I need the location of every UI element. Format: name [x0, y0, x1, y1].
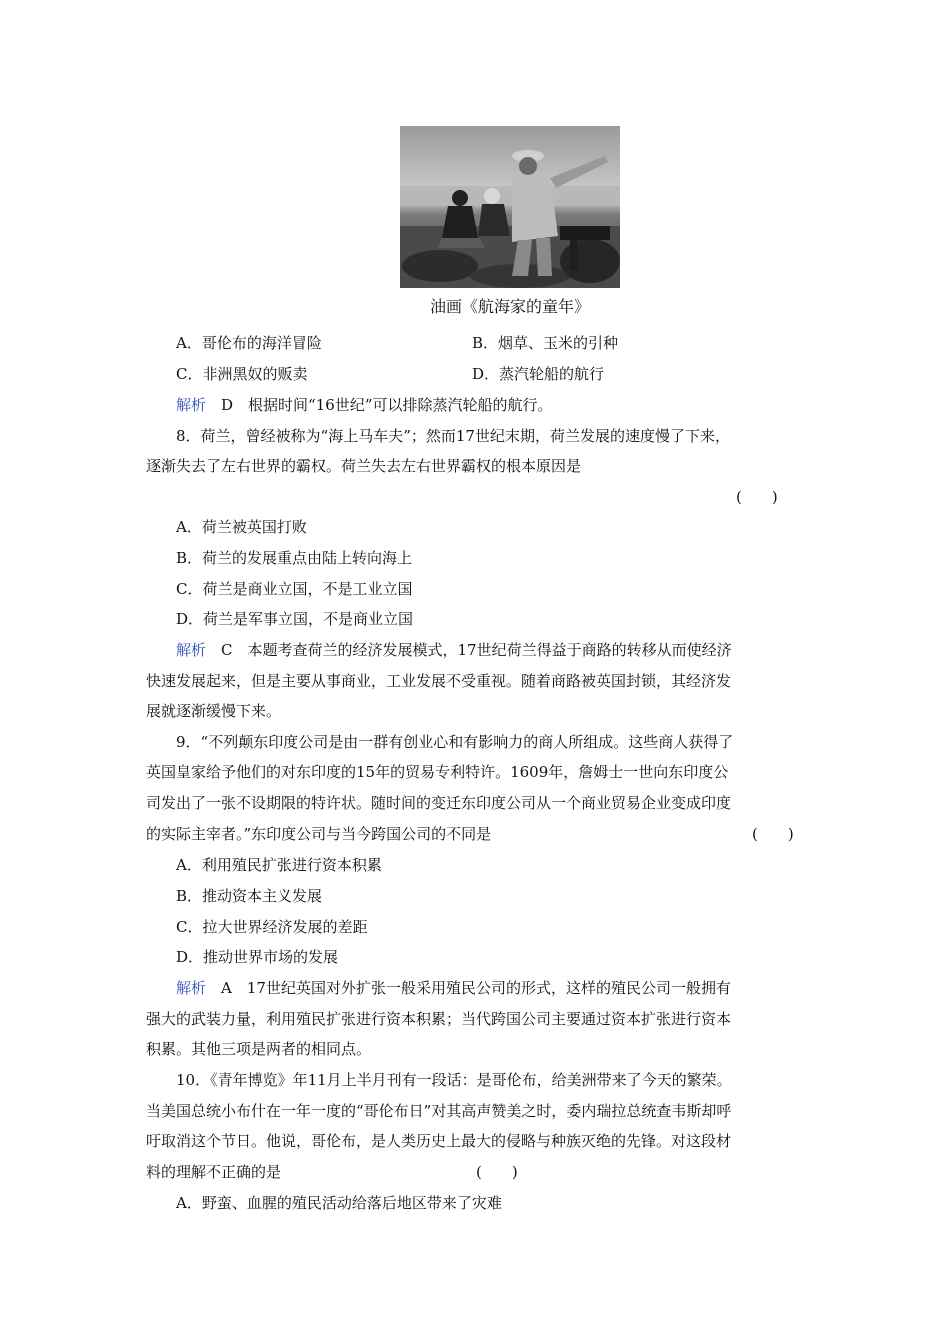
- analysis-label: 解析: [176, 641, 207, 659]
- analysis-text: A 17世纪英国对外扩张一般采用殖民公司的形式，这样的殖民公司一般拥有: [221, 979, 731, 997]
- q8-option-b: B．荷兰的发展重点由陆上转向海上: [176, 549, 413, 567]
- q9-analysis-line-3: 积累。其他三项是两者的相同点。: [146, 1040, 372, 1058]
- analysis-text: D 根据时间“16世纪”可以排除蒸汽轮船的航行。: [221, 396, 553, 414]
- q8-option-d: D．荷兰是军事立国，不是商业立国: [176, 610, 414, 628]
- q10-option-a: A．野蛮、血腥的殖民活动给落后地区带来了灾难: [176, 1194, 502, 1212]
- q9-stem-line-1: 9．“不列颠东印度公司是由一群有创业心和有影响力的商人所组成。这些商人获得了: [176, 733, 734, 751]
- q7-option-c: C．非洲黑奴的贩卖: [176, 365, 308, 383]
- q9-analysis-line-2: 强大的武装力量，利用殖民扩张进行资本积累；当代跨国公司主要通过资本扩张进行资本: [146, 1010, 732, 1028]
- q8-analysis-line-2: 快速发展起来，但是主要从事商业，工业发展不受重视。随着商路被英国封锁，其经济发: [146, 672, 732, 690]
- q10-stem-line-2: 当美国总统小布什在一年一度的“哥伦布日”对其高声赞美之时，委内瑞拉总统查韦斯却呼: [146, 1102, 732, 1120]
- boyhood-of-raleigh-painting: [400, 126, 620, 288]
- q10-answer-bracket: ( ): [476, 1163, 518, 1181]
- q9-option-c: C．拉大世界经济发展的差距: [176, 918, 368, 936]
- q8-answer-bracket: ( ): [736, 488, 778, 506]
- q8-option-a: A．荷兰被英国打败: [176, 518, 307, 536]
- q10-stem-line-1: 10．《青年博览》年11月上半月刊有一段话：是哥伦布，给美洲带来了今天的繁荣。: [176, 1071, 732, 1089]
- analysis-text: C 本题考查荷兰的经济发展模式，17世纪荷兰得益于商路的转移从而使经济: [221, 641, 732, 659]
- q10-stem-line-3: 吁取消这个节日。他说，哥伦布，是人类历史上最大的侵略与种族灭绝的先锋。对这段材: [146, 1132, 732, 1150]
- q9-analysis-line-1: [176, 978, 731, 998]
- q8-stem-line-2: 逐渐失去了左右世界的霸权。荷兰失去左右世界霸权的根本原因是: [146, 457, 582, 475]
- q9-stem-line-3: 司发出了一张不设期限的特许状。随时间的变迁东印度公司从一个商业贸易企业变成印度: [146, 794, 732, 812]
- q9-option-b: B．推动资本主义发展: [176, 887, 323, 905]
- q7-analysis: [176, 395, 552, 415]
- q7-option-a: A．哥伦布的海洋冒险: [176, 334, 322, 352]
- q10-stem-line-4: 料的理解不正确的是: [146, 1163, 282, 1181]
- analysis-label: 解析: [176, 396, 207, 414]
- q7-option-b: B．烟草、玉米的引种: [472, 334, 619, 352]
- q9-answer-bracket: ( ): [752, 825, 794, 843]
- q8-analysis-line-1: [176, 640, 732, 660]
- figure-caption: 油画《航海家的童年》: [429, 297, 590, 316]
- q9-option-d: D．推动世界市场的发展: [176, 948, 339, 966]
- q8-stem-line-1: 8．荷兰，曾经被称为“海上马车夫”；然而17世纪末期，荷兰发展的速度慢了下来，: [176, 427, 730, 445]
- q9-option-a: A．利用殖民扩张进行资本积累: [176, 856, 382, 874]
- q9-stem-line-2: 英国皇家给予他们的对东印度的15年的贸易专利特许。1609年，詹姆士一世向东印度公: [146, 763, 729, 781]
- q8-option-c: C．荷兰是商业立国，不是工业立国: [176, 580, 413, 598]
- q8-analysis-line-3: 展就逐渐缓慢下来。: [146, 702, 282, 720]
- q9-stem-line-4: 的实际主宰者。”东印度公司与当今跨国公司的不同是: [146, 825, 492, 843]
- q7-option-d: D．蒸汽轮船的航行: [472, 365, 605, 383]
- analysis-label: 解析: [176, 979, 207, 997]
- painting-image: [400, 126, 620, 288]
